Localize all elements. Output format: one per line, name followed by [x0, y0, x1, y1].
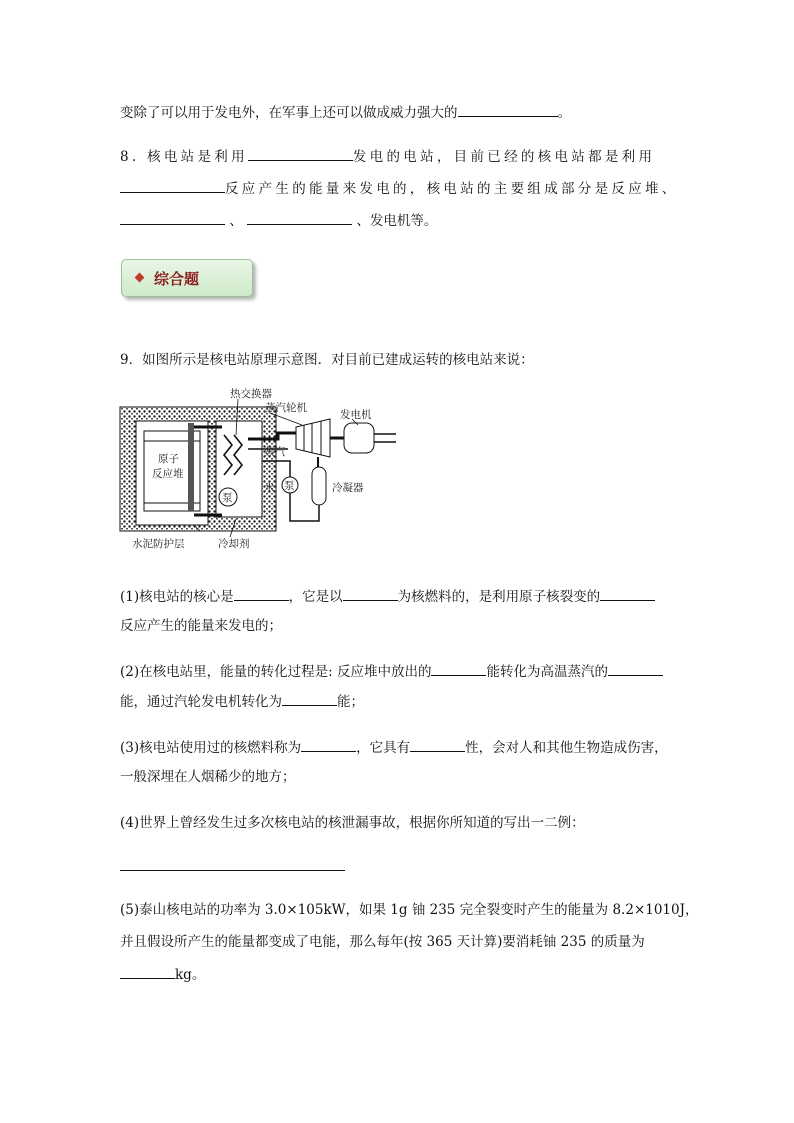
q9-p1-text-b: ，它是以 — [288, 589, 343, 605]
section-badge — [121, 259, 253, 297]
q9-p2-blank-2[interactable] — [608, 661, 663, 676]
label-reactor-2: 反应堆 — [152, 468, 184, 480]
q9-p3-line-2 — [120, 767, 296, 787]
q9-p2-line-2 — [120, 691, 364, 712]
q9-p1-line-1 — [120, 586, 655, 607]
q9-p1-text-c: 为核燃料的，是利用原子核裂变的 — [397, 589, 601, 605]
q9-p5-line-3 — [120, 964, 205, 985]
q9-p5-text-b: 并且假设所产生的能量都变成了电能，那么每年(按 365 天计算)要消耗铀 235 的质量为 — [120, 934, 645, 950]
q9-p2-text-c: 能，通过汽轮发电机转化为 — [120, 694, 282, 710]
q8-text-3a: 、 — [229, 213, 243, 229]
q8-line-1 — [120, 146, 655, 167]
q8-text-2a: 反应产生的能量来发电的，核电站的主要组成部分是反应堆、 — [225, 181, 679, 197]
q9-p4-answer-blank[interactable] — [120, 856, 345, 871]
label-steam: 蒸汽 — [264, 446, 285, 458]
q8-text-1b: 发电的电站，目前已经的核电站都是利用 — [352, 149, 656, 165]
q9-p3-blank-2[interactable] — [410, 737, 465, 752]
label-turbine: 蒸汽轮机 — [265, 402, 307, 414]
q9-p3-text-d: 一般深埋在人烟稀少的地方； — [120, 769, 296, 785]
q8-line-2 — [120, 178, 679, 199]
q8-blank-2[interactable] — [120, 178, 225, 193]
q9-p5-line-2 — [120, 932, 645, 952]
q8-text-3b: 、发电机等。 — [356, 213, 438, 229]
q9-p5-blank[interactable] — [120, 964, 175, 979]
q9-p2-blank-1[interactable] — [431, 661, 486, 676]
label-condenser: 冷凝器 — [332, 482, 364, 494]
section-title: 综合题 — [154, 270, 200, 288]
q9-p3-text-a: (3)核电站使用过的核燃料称为 — [120, 740, 302, 756]
q9-p1-text-d: 反应产生的能量来发电的； — [120, 618, 282, 634]
label-coolant: 冷却剂 — [218, 538, 250, 550]
q9-intro — [120, 350, 534, 370]
label-pump-2: 泵 — [284, 480, 295, 492]
q7-blank[interactable] — [458, 102, 558, 117]
diamond-icon — [135, 273, 145, 283]
q9-p1-blank-1[interactable] — [234, 586, 289, 601]
q9-p4-line-1 — [120, 813, 585, 833]
q9-p3-text-c: 性，会对人和其他生物造成伤害， — [465, 740, 668, 756]
q8-blank-3[interactable] — [120, 210, 225, 225]
q8-line-3 — [120, 210, 437, 231]
q9-p1-blank-2[interactable] — [343, 586, 398, 601]
control-rod-shape — [188, 423, 194, 511]
q7-tail-line — [120, 102, 571, 123]
label-concrete: 水泥防护层 — [132, 538, 185, 550]
label-pump-1: 泵 — [222, 492, 233, 504]
q9-p5-text-a: (5)泰山核电站的功率为 3.0×105kW，如果 1g 铀 235 完全裂变时产生的能量为 8.2×1010J， — [120, 902, 699, 918]
q9-p2-text-d: 能； — [337, 694, 364, 710]
nuclear-plant-diagram — [118, 385, 403, 553]
q7-tail-end: 。 — [557, 105, 571, 121]
q9-p4-text-a: (4)世界上曾经发生过多次核电站的核泄漏事故，根据你所知道的写出一二例： — [120, 815, 585, 831]
q8-blank-4[interactable] — [247, 210, 352, 225]
condenser-shape — [312, 467, 326, 505]
q9-p1-blank-3[interactable] — [600, 586, 655, 601]
q9-p5-text-c: kg。 — [175, 967, 206, 983]
q9-p4-line-2 — [120, 856, 345, 877]
q9-p5-line-1 — [120, 900, 699, 920]
q9-intro-text: 9．如图所示是核电站原理示意图．对目前已建成运转的核电站来说： — [120, 352, 534, 368]
q8-blank-1[interactable] — [248, 146, 353, 161]
q9-p2-line-1 — [120, 661, 663, 682]
q9-p2-blank-3[interactable] — [282, 691, 337, 706]
generator-shape — [344, 423, 374, 453]
label-heat-exchanger: 热交换器 — [230, 388, 272, 400]
label-water: 水 — [264, 482, 275, 494]
q9-p2-text-b: 能转化为高温蒸汽的 — [486, 664, 608, 680]
q7-tail-text: 变除了可以用于发电外，在军事上还可以做成威力强大的 — [120, 105, 458, 121]
label-reactor-1: 原子 — [158, 453, 179, 465]
q9-p2-text-a: (2)在核电站里，能量的转化过程是: 反应堆中放出的 — [120, 664, 432, 680]
q9-p3-line-1 — [120, 737, 668, 758]
q9-p3-blank-1[interactable] — [301, 737, 356, 752]
q9-p1-text-a: (1)核电站的核心是 — [120, 589, 234, 605]
label-generator: 发电机 — [340, 409, 372, 421]
q8-text-1a: 8. 核电站是利用 — [120, 149, 248, 165]
q9-p3-text-b: ，它具有 — [356, 740, 411, 756]
q9-p1-line-2 — [120, 616, 282, 636]
